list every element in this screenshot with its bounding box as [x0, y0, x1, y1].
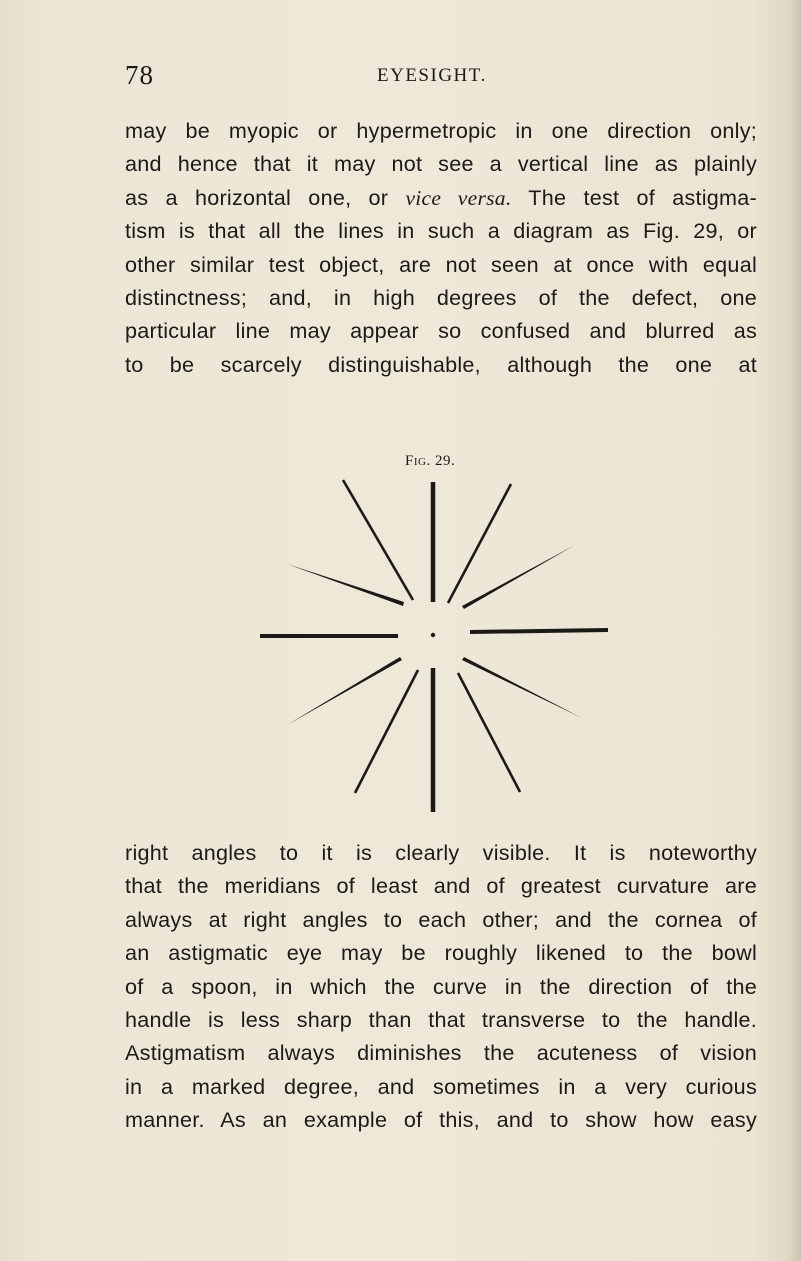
figure-line-diagonal-120-bottom [458, 673, 520, 792]
page-number: 78 [125, 60, 154, 90]
figure-line-diagonal-60-bottom [355, 670, 418, 793]
figure-center-dot [431, 633, 435, 637]
figure-line-horizontal-right [470, 630, 608, 632]
page-edge-shadow [787, 0, 801, 1261]
figure-line-diagonal-150-bottom [462, 657, 582, 718]
text-line: always at right angles to each other; and the cornea of [125, 906, 757, 932]
text-line: manner. As an example of this, and to show how easy [125, 1107, 757, 1133]
figure-svg [250, 470, 610, 825]
text-line: Astigmatism always diminishes the acuteness of vision [125, 1040, 757, 1066]
figure-line-diagonal-120-top [343, 480, 413, 600]
text-line: distinctness; and, in high degrees of the defect, one [125, 284, 757, 310]
text-line: particular line may appear so confused and blurred as [125, 318, 757, 344]
text-line: an astigmatic eye may be roughly likened to the bowl [125, 940, 757, 966]
figure-line-diagonal-30-top [462, 545, 575, 609]
figure-line-diagonal-30-bottom [287, 657, 402, 725]
astigmatism-test-figure [250, 470, 610, 825]
text-run: The test of astigma- [511, 184, 757, 210]
text-line: right angles to it is clearly visible. It is noteworthy [125, 840, 757, 865]
running-head-title: EYESIGHT. [377, 65, 487, 86]
text-line: may be myopic or hypermetropic in one direction only; [125, 118, 757, 143]
text-line: other similar test object, are not seen at once with equal [125, 251, 757, 277]
body-text-bottom [125, 836, 757, 1137]
italic-phrase: vice versa. [405, 185, 512, 210]
text-line: tism is that all the lines in such a diagram as Fig. 29, or [125, 218, 757, 244]
figure-line-diagonal-150-top [287, 564, 404, 606]
running-head [125, 58, 745, 92]
text-line: to be scarcely distinguishable, although the one at [125, 351, 757, 377]
figure-caption: Fig. 29. [405, 453, 456, 469]
text-line: in a marked degree, and sometimes in a very curious [125, 1073, 757, 1099]
text-line [125, 181, 757, 214]
text-line: and hence that it may not see a vertical line as plainly [125, 151, 757, 177]
text-run: as a horizontal one, or [125, 184, 406, 210]
text-line: handle is less sharp than that transverse to the handle. [125, 1006, 757, 1032]
text-line: that the meridians of least and of greatest curvature are [125, 873, 757, 899]
text-line: of a spoon, in which the curve in the direction of the [125, 973, 757, 999]
body-text-top [125, 114, 757, 381]
